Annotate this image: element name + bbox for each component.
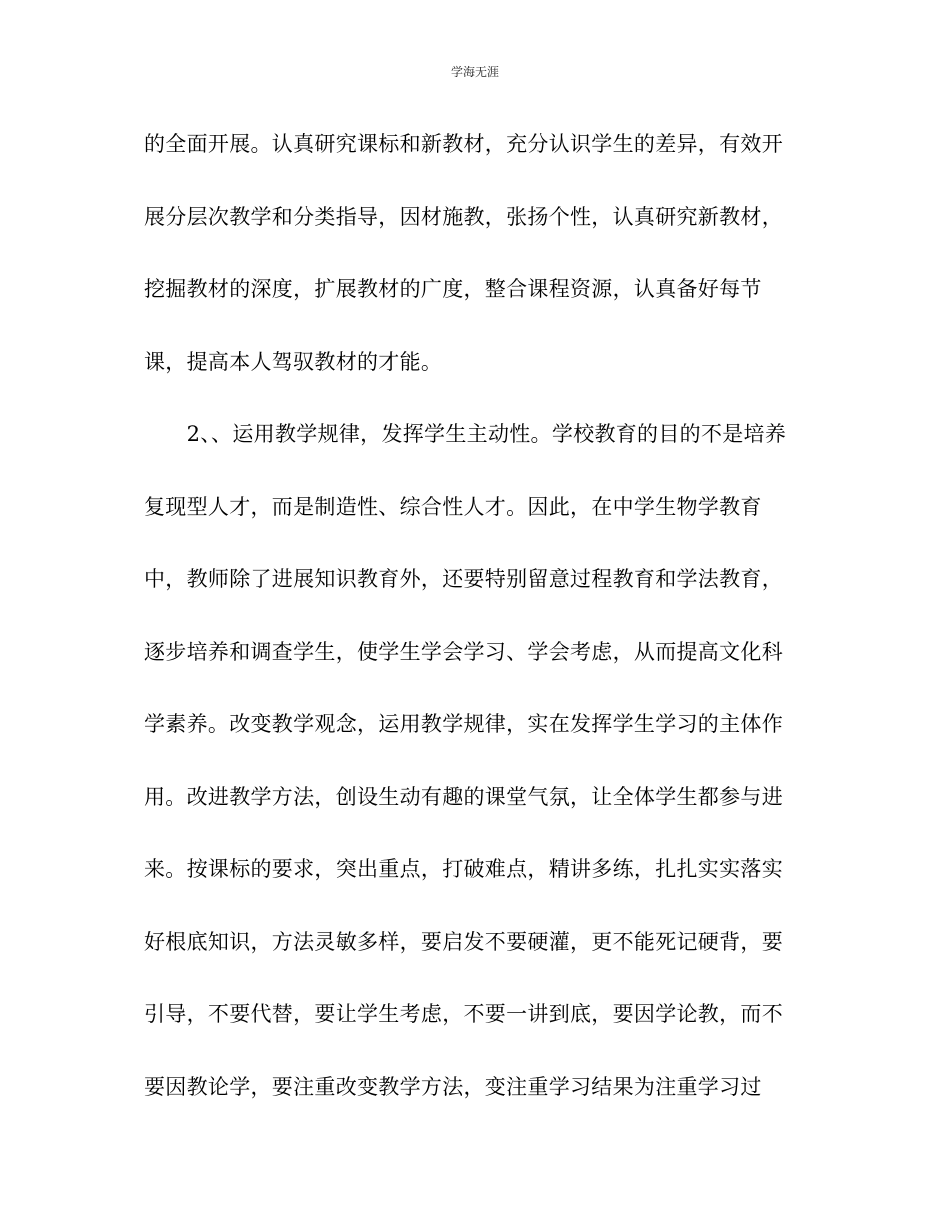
text-line: 课，提高本人驾驭教材的才能。 [144,349,443,374]
paragraph-start-line: 2、、运用教学规律，发挥学生主动性。学校教育的目的不是培养 [144,422,787,446]
page-header: 学海无涯 [450,65,499,79]
text-line: 复现型人才，而是制造性、综合性人才。因此，在中学生物学教育 [144,494,762,519]
text-line: 来。按课标的要求，突出重点，打破难点，精讲多练，扎扎实实落实 [144,857,783,881]
text-line: 用。改进教学方法，创设生动有趣的课堂气氛，让全体学生都参与进 [144,784,783,809]
text-line: 好根底知识，方法灵敏多样，要启发不要硬灌，更不能死记硬背，要 [144,929,783,954]
text-line: 挖掘教材的深度，扩展教材的广度，整合课程资源，认真备好每节 [144,277,762,301]
text-line: 引导，不要代替，要让学生考虑，不要一讲到底，要因学论教，而不 [144,1002,783,1026]
text-line: 逐步培养和调查学生，使学生学会学习、学会考虑，从而提高文化科 [144,639,783,664]
text-line: 中，教师除了进展知识教育外，还要特别留意过程教育和学法教育， [144,567,783,591]
text-line: 的全面开展。认真研究课标和新教材，充分认识学生的差异，有效开 [144,132,783,156]
text-line: 学素养。改变教学观念，运用教学规律，实在发挥学生学习的主体作 [144,712,783,736]
text-line: 要因教论学，要注重改变教学方法，变注重学习结果为注重学习过 [144,1074,762,1099]
body-text [144,124,824,1139]
text-line: 展分层次教学和分类指导，因材施教，张扬个性，认真研究新教材， [144,204,783,229]
